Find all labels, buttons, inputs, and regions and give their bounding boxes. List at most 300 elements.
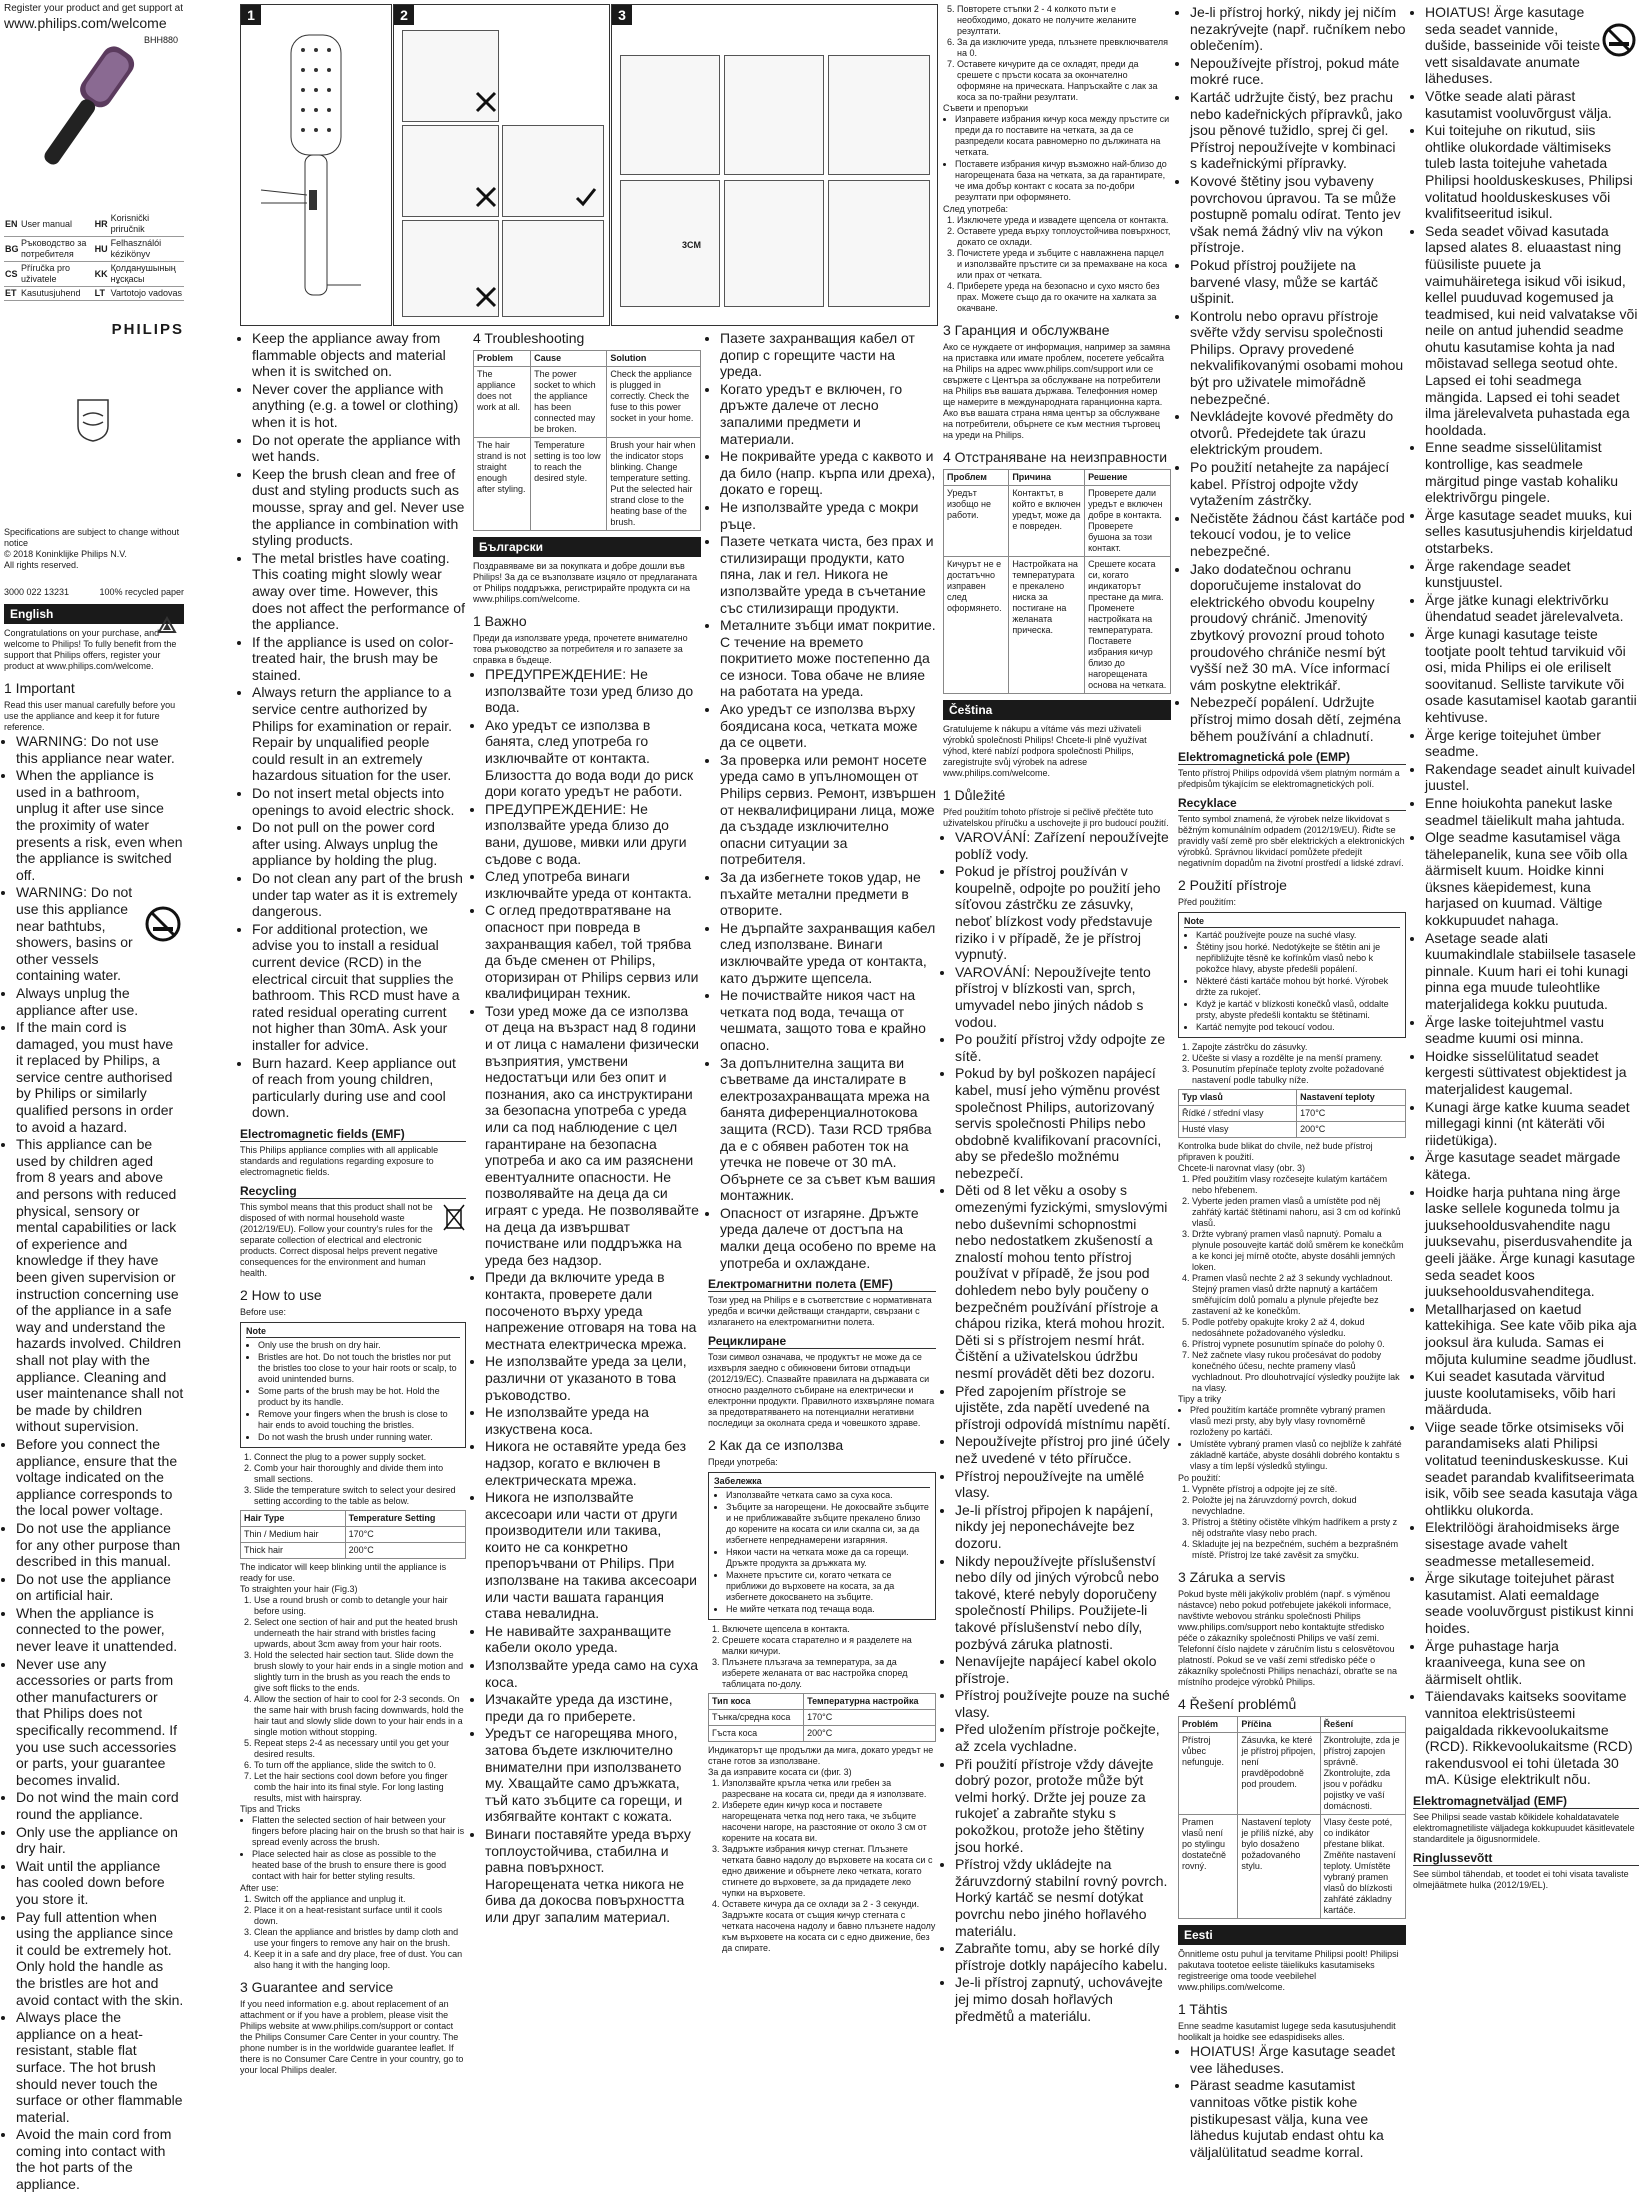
list-item: • Do not wind the main cord round the appliance.	[16, 1789, 184, 1822]
en-recycling-title: Recycling	[240, 1184, 466, 1199]
bg-after-title: След употреба:	[943, 204, 1008, 214]
en-section-how-to-use: 2 How to use	[240, 1286, 322, 1303]
list-item: • Ärge kerige toitejuhet ümber seadme.	[1425, 727, 1639, 760]
bg-emf-title: Електромагнитни полета (EMF)	[708, 1277, 936, 1292]
en-emf-text: This Philips appliance complies with all applicable standards and regulations regarding exposure to electromagnetic fields.	[240, 1144, 439, 1177]
list-item: 3. Slide the temperature switch to select your desired setting according to the table as below.	[254, 1485, 466, 1507]
list-item: • Уредът се нагорещява много, затова бъдете изключително внимателни при използването му. Хващайте само дръжката, тъй като зъбците са горещи, и избягвайте контакт с кожата.	[485, 1725, 701, 1825]
en-guarantee-text: If you need information e.g. about replacement of an attachment or if you have a problem, please visit the Philips website at www.philips.com/support or contact the Philips Consumer Care Center in your country. The phone number is in the worldwide guarantee leaflet. If there is no Consumer Care Centre in your country, go to your local Philips dealer.	[240, 1998, 464, 2075]
list-item: • Този уред може да се използва от деца на възраст над 8 години и от лица с намалени физически възприятия, умствени недостатъци или без опит и познания, ако са инструктирани за безопасна употреба с уреда или са под наблюдение с цел гарантиране на безопасна употреба и ако са им разяснени евентуалните опасности. Не позволявайте на деца да си играят с уреда. Не позволявайте на деца да извършват почистване или поддръжка на уреда без надзор.	[485, 1003, 701, 1269]
cs-important-list	[943, 829, 1171, 2024]
list-item: • Някои части на четката може да са горещи. Дръжте продукта за дръжката му.	[726, 1547, 930, 1569]
list-item: • Enne seadme sisselülitamist kontrollige, kas seadmele märgitud pinge vastab kohaliku elektrivõrgu pingele.	[1425, 439, 1639, 505]
list-item: • WARNING: Do not use this appliance near bathtubs, showers, basins or other vessels containing water.	[16, 884, 184, 984]
list-item: • Изчакайте уреда да изстине, преди да го приберете.	[485, 1691, 701, 1724]
list-item: • Některé části kartáče mohou být horké. Výrobek držte za rukojeť.	[1196, 976, 1400, 998]
list-item: 6. Přístroj vypnete posunutím spínače do polohy 0.	[1192, 1339, 1406, 1350]
philips-shield-icon	[76, 398, 110, 442]
list-item: • Kui toitejuhe on rikutud, siis ohtlike olukordade vältimiseks tuleb lasta toitejuhe vahetada Philipsi hoolduskeskuses, Philipsi volitatud hoolduskeskuses või kvalifitseeritud isikul.	[1425, 122, 1639, 222]
cs-recycling-text: Tento symbol znamená, že výrobek nelze likvidovat s běžným komunálním odpadem (2012/19/EU). Řiďte se pravidly vaší země pro sběr elektrických a elektronických výrobků. Správnou likvidací pomůžete předejít negativním dopadům na životní prostředí a lidské zdraví.	[1178, 814, 1405, 869]
list-item: • Изправете избрания кичур коса между пръстите си преди да го поставите на четката, за да се разпредели косата равномерно по дължината на четката.	[955, 114, 1171, 158]
language-list: EN User manual HR Korisnički priručnik BG Ръководство за потребителя HU Felhasználói kézikönyv CS Příručka pro uživatele KK Қолданушының нұсқасы ET Kasutusjuhend LT Vartotojo vadovas	[4, 212, 184, 301]
lang-header-english: English	[4, 604, 184, 624]
recycled-paper: 100% recycled paper	[99, 587, 184, 597]
figure-step-1	[620, 55, 720, 175]
column-2	[240, 330, 466, 2075]
list-item: • Nepoužívejte přístroj, pokud máte mokré ruce.	[1190, 55, 1406, 88]
list-item: 2. Comb your hair thoroughly and divide them into small sections.	[254, 1463, 466, 1485]
bg-troubleshooting-table: Проблем Причина Решение Уредът изобщо не работи. Контактът, в който е включен уредът, може да е повреден. Проверете дали уредът е включен добре в контакта. Проверете бушона за този контакт. Кичурът не е достатъчно изправен след оформянето. Настройката на температурата е прекалено ниска за постигане на желаната прическа. Срешете косата си, когато индикаторът престане да мига. Променете настройката на температурата. Поставете избрания кичур близо до нагорещената основа на четката.	[943, 469, 1171, 694]
list-item: • Před použitím kartáče promněte vybraný pramen vlasů mezi prsty, aby byly vlasy rovnoměrně rozloženy po kartáči.	[1190, 1405, 1406, 1438]
cs-after-title: Po použití:	[1178, 1473, 1221, 1484]
cs-emf-title: Elektromagnetická pole (EMP)	[1178, 750, 1406, 765]
list-item: • Не мийте четката под течаща вода.	[726, 1604, 930, 1615]
list-item: 2. Učešte si vlasy a rozdělte je na menší prameny.	[1192, 1053, 1406, 1064]
figure-panel-2	[393, 4, 610, 326]
list-item: • Използвайте четката само за суха коса.	[726, 1490, 930, 1501]
list-item: • Ärge sikutage toitejuhet pärast kasutamist. Alati eemaldage seade vooluvõrgust pistikust kinni hoides.	[1425, 1570, 1639, 1636]
bg-recycling-title: Рециклиране	[708, 1334, 936, 1349]
list-item: • Nepoužívejte přístroj pro jiné účely než uvedené v této příručce.	[955, 1433, 1171, 1466]
list-item: • Burn hazard. Keep appliance out of reach from young children, particularly during use and cool down.	[252, 1055, 466, 1121]
list-item: • Přístroj nepoužívejte na umělé vlasy.	[955, 1468, 1171, 1501]
list-item: • Only use the appliance on dry hair.	[16, 1824, 184, 1857]
list-item: 3. Почистете уреда и зъбците с навлажнена парцел и използвайте пръстите си за премахване на коса или прах от четката.	[957, 248, 1171, 281]
en-important-intro: Read this user manual carefully before you use the appliance and keep it for future reference.	[4, 700, 176, 732]
list-item: • Когато уредът е включен, го дръжте далече от лесно запалими предмети и материали.	[720, 381, 936, 447]
column-1	[4, 0, 184, 2193]
list-item: • Ärge laske toitejuhtmel vastu seadme kuumi osi minna.	[1425, 1014, 1639, 1047]
list-item: 3. Držte vybraný pramen vlasů napnutý. Pomalu a plynule posouvejte kartáč dolů směrem ke konečkům a ke konci jej mírně otočte, abyste dosáhli jemných loken.	[1192, 1229, 1406, 1273]
list-item: • Не дърпайте захранващия кабел след използване. Винаги изключвайте уреда от контакта, като държите щепсела.	[720, 920, 936, 986]
list-item: • Elektrilöögi ärahoidmiseks ärge sisestage avade vahelt seadmesse metallesemeid.	[1425, 1519, 1639, 1569]
list-item: • Rakendage seadet ainult kuivadel juustel.	[1425, 761, 1639, 794]
list-item: 1. Use a round brush or comb to detangle your hair before using.	[254, 1595, 466, 1617]
table-row: The hair strand is not straight enough after styling. Temperature setting is too low to reach the desired style. Brush your hair when the indicator stops blinking. Change temperature setting. Put the selected hair strand close to the heating base of the brush.	[474, 438, 701, 531]
list-item: • След употреба винаги изключвайте уреда от контакта.	[485, 868, 701, 901]
figure-step-2	[724, 55, 824, 175]
list-item: • Olge seadme kasutamisel väga tähelepanelik, kuna see võib olla äärmiselt kuum. Hoidke kinni üksnes käepidemest, kuna harjased on kuumad. Vältige kokkupuudet nahaga.	[1425, 829, 1639, 929]
list-item: • Always unplug the appliance after use.	[16, 985, 184, 1018]
list-item: 7. Оставете кичурите да се охладят, преди да срешете с пръсти косата за окончателно оформяне на прическата. Напръскайте с лак за коса за по-трайни резултати.	[957, 59, 1171, 103]
list-item: 2. Срешете косата старателно и я разделете на малки кичури.	[722, 1635, 936, 1657]
list-item: • Не използвайте уреда на изкуствена коса.	[485, 1404, 701, 1437]
list-item: • Po použití netahejte za napájecí kabel. Přístroj odpojte vždy vytažením zástrčky.	[1190, 459, 1406, 509]
figure-step-4	[620, 180, 720, 307]
list-item: • Some parts of the brush may be hot. Hold the product by its handle.	[258, 1386, 460, 1408]
list-item: • Nečistěte žádnou část kartáče pod tekoucí vodou, je to velice nebezpečné.	[1190, 510, 1406, 560]
table-row: Кичурът не е достатъчно изправен след оформянето. Настройката на температурата е прекалено ниска за постигане на желаната прическа. Срешете косата си, когато индикаторът престане да мига. Променете настройката на температурата. Поставете избрания кичур близо до нагорещената основа на четката.	[944, 557, 1171, 694]
list-item: • HOIATUS! Ärge kasutage seda seadet vannide, dušide, basseinide või teiste vett sisaldavate anumate läheduses.	[1425, 4, 1639, 87]
cs-important-intro: Před použitím tohoto přístroje si pečlivě přečtěte tuto uživatelskou příručku a uschovejte ji pro budoucí použití.	[943, 807, 1169, 828]
list-item: • Не навивайте захранващите кабели около уреда.	[485, 1623, 701, 1656]
list-item: • Hoidke sisselülitatud seadet kergesti süttivatest objektidest ja materjalidest kaugemal.	[1425, 1048, 1639, 1098]
list-item: • Seda seadet võivad kasutada lapsed alates 8. eluaastast ning füüsiliste puuete ja vaimuhäiretega isikud või isikud, kellel puuduvad kogemused ja teadmised, kui neid valvatakse või neile on antud juhendid seadme ohutu kasutamise kohta ja nad mõistavad sellega seotud ohte. Lapsed ei tohi seadmega mängida. Lapsed ei tohi seadet ilma järelevalveta puhastada ega hooldada.	[1425, 223, 1639, 439]
list-item: • Když je kartáč v blízkosti konečků vlasů, oddalte prsty, abyste předešli kontaktu se štětinami.	[1196, 999, 1400, 1021]
list-item: • Kartáč používejte pouze na suché vlasy.	[1196, 930, 1400, 941]
list-item: • Kui seadet kasutada värvitud juuste koolutamiseks, võib hari määrduda.	[1425, 1368, 1639, 1418]
list-item: • Před zapojením přístroje se ujistěte, zda napětí uvedené na přístroji odpovídá místnímu napětí.	[955, 1383, 1171, 1433]
list-item: • Do not clean any part of the brush under tap water as it is extremely dangerous.	[252, 870, 466, 920]
figure-step-5	[724, 180, 824, 307]
figure-number: 1	[241, 5, 261, 25]
cross-icon	[474, 185, 498, 209]
table-row: The appliance does not work at all. The power socket to which the appliance has been connected may be broken. Check the appliance is plugged in correctly. Check the fuse to this power socket in your home.	[474, 367, 701, 438]
cs-straighten-title: Chcete-li narovnat vlasy (obr. 3)	[1178, 1163, 1306, 1174]
cs-note-box	[1178, 912, 1406, 1038]
en-after-title: After use:	[240, 1882, 279, 1893]
list-item: • Place selected hair as close as possible to the heated base of the brush to ensure there is good contact with hair for better styling results.	[252, 1849, 466, 1882]
list-item: 6. За да изключите уреда, плъзнете превключвателя на 0.	[957, 37, 1171, 59]
en-indicator-note: The indicator will keep blinking until the appliance is ready for use.	[240, 1561, 447, 1583]
list-item: • Nikdy nepoužívejte příslušenství nebo díly od jiných výrobců nebo takové, které nebyly doporučeny společností Philips. Použijete-li takové příslušenství nebo díly, pozbývá záruka platnosti.	[955, 1553, 1171, 1653]
recycle-icon	[154, 615, 180, 641]
list-item: 4. Pramen vlasů nechte 2 až 3 sekundy vychladnout. Stejný pramen vlasů držte napnutý a kartáčem směřujícím dolů pomalu a plynule přejeďte bez zastavení až ke konečkům.	[1192, 1273, 1406, 1317]
cs-temperature-table: Typ vlasů Nastavení teploty Řídké / střední vlasy 170°C Husté vlasy 200°C	[1178, 1089, 1406, 1138]
list-item: • Махнете пръстите си, когато четката се приближи до върховете на косата, за да избегнете докосването на зъбците.	[726, 1570, 930, 1603]
list-item: • Пазете четката чиста, без прах и стилизиращи продукти, като пяна, лак и гел. Никога не използвайте уреда в съчетание със стилизиращи продукти.	[720, 533, 936, 616]
bg-emf-text: Този уред на Philips е в съответствие с нормативната уредба и всички действащи стандарти, свързани с излагането на електромагнитни полета.	[708, 1295, 932, 1328]
bg-before-use: Преди употреба:	[708, 1457, 778, 1468]
list-item: • Přístroj vždy ukládejte na žáruvzdorný stabilní rovný povrch. Horký kartáč se nesmí dotýkat povrchu nebo jiného hořlavého materiálu.	[955, 1856, 1171, 1939]
table-row: Pramen vlasů není po stylingu dostatečně rovný. Nastavení teploty je příliš nízké, aby bylo dosaženo požadovaného stylu. Vlasy česte poté, co indikátor přestane blikat. Změňte nastavení teploty. Umístěte vybraný pramen vlasů do blízkosti zahřáté základny kartáče.	[1179, 1815, 1406, 1919]
list-item: • Не покривайте уреда с каквото и да било (напр. кърпа или дреха), докато е горещ.	[720, 448, 936, 498]
list-item: • Do not use the appliance on artificial hair.	[16, 1571, 184, 1604]
bg-important-intro: Преди да използвате уреда, прочетете внимателно това ръководство за потребителя и го запазете за справка в бъдеще.	[473, 633, 688, 665]
list-item: 1. Před použitím vlasy rozčesejte kulatým kartáčem nebo hřebenem.	[1192, 1174, 1406, 1196]
en-note-box	[240, 1322, 466, 1448]
list-item: • Никога не използвайте аксесоари или части от други производители или такива, които не са конкретно препоръчвани от Philips. При използване на такива аксесоари или части вашата гаранция става невалидна.	[485, 1489, 701, 1622]
list-item: • Не почиствайте никоя част на четката под вода, течаща от чешмата, защото това е крайно опасно.	[720, 987, 936, 1053]
figure-number: 3	[612, 5, 632, 25]
list-item: • Kovové štětiny jsou vybaveny povrchovou úpravou. Ta se může postupně pomalu odírat. Tento jev však nemá žádný vliv na výkon přístroje.	[1190, 173, 1406, 256]
list-item: • Je-li přístroj horký, nikdy jej ničím nezakrývejte (např. ručníkem nebo oblečením).	[1190, 4, 1406, 54]
list-item: • Не използвайте уреда с мокри ръце.	[720, 499, 936, 532]
list-item: • Ärge puhastage harja kraaniveega, kuna see on äärmiselt ohtlik.	[1425, 1638, 1639, 1688]
bg-temperature-table: Тип коса Температурна настройка Тънка/средна коса 170°C Гъста коса 200°C	[708, 1693, 936, 1742]
note-title: Note	[246, 1326, 460, 1338]
list-item: • Ärge rakendage seadet kunstjuustel.	[1425, 558, 1639, 591]
list-item: • Before you connect the appliance, ensure that the voltage indicated on the appliance corresponds to the local power voltage.	[16, 1436, 184, 1519]
column-7	[1413, 4, 1639, 2000]
list-item: • Never cover the appliance with anything (e.g. a towel or clothing) when it is hot.	[252, 381, 466, 431]
list-item: • Do not use the appliance for any other purpose than described in this manual.	[16, 1520, 184, 1570]
column-3	[473, 330, 701, 2000]
list-item: 1. Connect the plug to a power supply socket.	[254, 1452, 466, 1463]
bg-section-important: 1 Важно	[473, 613, 527, 629]
et-important-intro: Enne seadme kasutamist lugege seda kasutusjuhendit hoolikalt ja hoidke see edaspidiseks alles.	[1178, 2021, 1396, 2043]
column-6	[1178, 4, 1406, 2160]
table-row: Přístroj vůbec nefunguje. Zásuvka, ke které je přístroj připojen, není pravděpodobně pod proudem. Zkontrolujte, zda je přístroj zapojen správně. Zkontrolujte, zda jsou v pořádku pojistky ve vaší domácnosti.	[1179, 1733, 1406, 1815]
list-item: 4. Оставете кичура да се охлади за 2 - 3 секунди. Задръжте косата от същия кичур стегната с четката насочена надолу и бавно плъзнете надолу към върховете на косата си с едно движение, без да спирате.	[722, 1899, 936, 1954]
list-item: • ПРЕДУПРЕЖДЕНИЕ: Не използвайте уреда близо до вани, душове, мивки или други съдове с вода.	[485, 801, 701, 867]
wheelie-bin-crossed-icon	[442, 1202, 466, 1232]
list-item: • Пазете захранващия кабел от допир с горещите части на уреда.	[720, 330, 936, 380]
figure-number: 2	[394, 5, 414, 25]
list-item: • Винаги поставяйте уреда върху топлоустойчива, стабилна и равна повърхност. Нагорещената четка никога не бива да докосва повърхността или друг запалим материал.	[485, 1826, 701, 1926]
list-item: • Bristles are hot. Do not touch the bristles nor put the bristles too close to your hair roots or scalp, to avoid unintended burns.	[258, 1352, 460, 1385]
list-item: 7. Než začnete vlasy rukou pročesávat do podoby konečného účesu, nechte prameny vlasů vychladnout. Pro dlouhotrvající výsledky použijte lak na vlasy.	[1192, 1350, 1406, 1394]
en-tips-title: Tips and Tricks	[240, 1803, 301, 1814]
en-recycling-text: This symbol means that this product shall not be disposed of with normal household waste (2012/19/EU). Follow your country's rules for the separate collection of electrical and electronic products. Correct disposal helps prevent negative consequences for the environment and human health.	[240, 1201, 438, 1278]
figure-panel-1	[240, 4, 392, 326]
list-item: 1. Използвайте кръгла четка или гребен за разресване на косата си, преди да я използвате.	[722, 1778, 936, 1800]
list-item: 7. Let the hair sections cool down before you finger comb the hair into its final style. For long lasting results, mist with hairspray.	[254, 1771, 466, 1804]
list-item: 1. Изключете уреда и извадете щепсела от контакта.	[957, 215, 1171, 226]
philips-logo: PHILIPS	[111, 321, 184, 338]
list-item: • Nenavíjejte napájecí kabel okolo přístroje.	[955, 1653, 1171, 1686]
bg-important-list	[473, 666, 701, 1926]
et-section-important: 1 Tähtis	[1178, 2001, 1228, 2018]
list-item: • Flatten the selected section of hair between your fingers before placing hair on the brush so that hair is spread evenly across the brush.	[252, 1815, 466, 1848]
et-recycling-title: Ringlussevõtt	[1413, 1851, 1639, 1866]
bg-recycling-text: Този символ означава, че продуктът не може да се изхвърля заедно с обикновени битови отпадъци (2012/19/ЕС). Спазвайте правилата на държавата си относно разделното събиране на електрически и електронни продукти. Правилното изхвърляне помага за предотвратяването на потенциални негативни последици за околната среда и човешкото здраве.	[708, 1352, 935, 1429]
list-item: • Hoidke harja puhtana ning ärge laske sellele koguneda tolmu ja juuksehooldusvahendite nagu juuksevahu, piserdusvahendite ja geeli jääke. Ärge kunagi kasutage seda seadet koos juuksehooldusvahenditega.	[1425, 1184, 1639, 1300]
cs-before-use: Před použitím:	[1178, 897, 1237, 908]
table-row: Уредът изобщо не работи. Контактът, в който е включен уредът, може да е повреден. Проверете дали уредът е включен добре в контакта. Проверете бушона за този контакт.	[944, 486, 1171, 557]
list-item: • За да избегнете токов удар, не пъхайте метални предмети в отворите.	[720, 869, 936, 919]
cs-section-guarantee: 3 Záruka a servis	[1178, 1569, 1286, 1586]
cs-troubleshooting-table: Problém Příčina Řešení Přístroj vůbec nefunguje. Zásuvka, ke které je přístroj připojen, není pravděpodobně pod proudem. Zkontrolujte, zda je přístroj zapojen správně. Zkontrolujte, zda jsou v pořádku pojistky ve vaší domácnosti. Pramen vlasů není po stylingu dostatečně rovný. Nastavení teploty je příliš nízké, aby bylo dosaženo požadovaného stylu. Vlasy česte poté, co indikátor přestane blikat. Změňte nastavení teploty. Umístěte vybraný pramen vlasů do blízkosti zahřáté základny kartáče.	[1178, 1716, 1406, 1919]
list-item: • Remove your fingers when the brush is close to hair ends to avoid touching the bristles.	[258, 1409, 460, 1431]
brush-product-image	[24, 42, 134, 192]
list-item: 3. Přístroj a štětiny očistěte vlhkým hadříkem a prsty z něj odstraňte vlasy nebo prach.	[1192, 1517, 1406, 1539]
list-item: • The metal bristles have coating. This coating might slowly wear away over time. However, this does not affect the performance of the appliance.	[252, 550, 466, 633]
brush-diagram	[241, 5, 391, 325]
bg-straighten-title: За да изправите косата си (фиг. 3)	[708, 1767, 852, 1778]
note-title: Забележка	[714, 1476, 930, 1488]
et-intro: Õnnitleme ostu puhul ja tervitame Philipsi poolt! Philipsi pakutava tootetoe eeliste täielikuks kasutamiseks registreerige oma toode veebilehel www.philips.com/welcome.	[1178, 1949, 1399, 1993]
list-item: • Přístroj používejte pouze na suché vlasy.	[955, 1687, 1171, 1720]
lang-header-bulgarian: Български	[473, 537, 701, 557]
list-item: • Do not wash the brush under running water.	[258, 1432, 460, 1443]
en-steps	[240, 1452, 466, 1507]
bg-tips-title: Съвети и препоръки	[943, 103, 1029, 113]
list-item: • Wait until the appliance has cooled down before you store it.	[16, 1858, 184, 1908]
cross-icon	[474, 285, 498, 309]
list-item: • Преди да включите уреда в контакта, проверете дали посоченото върху уреда напрежение отговаря на това на местната електрическа мрежа.	[485, 1269, 701, 1352]
et-emf-title: Elektromagnetväljad (EMF)	[1413, 1794, 1639, 1809]
cs-tips-title: Tipy a triky	[1178, 1394, 1222, 1405]
list-item: • Pokud je přístroj používán v koupelně, odpojte po použití jeho síťovou zástrčku ze zásuvky, neboť blízkost vody představuje riziko i v případě, že je přístroj vypnutý.	[955, 863, 1171, 963]
list-item: • Always place the appliance on a heat-resistant, stable flat surface. The hot brush should never touch the surface or other flammable material.	[16, 2009, 184, 2125]
list-item: 1. Vypněte přístroj a odpojte jej ze sítě.	[1192, 1484, 1406, 1495]
note-title: Note	[1184, 916, 1400, 928]
en-temperature-table: Hair Type Temperature Setting Thin / Medium hair 170°C Thick hair 200°C	[240, 1510, 466, 1559]
et-emf-text: See Philipsi seade vastab kõikidele kohaldatavatele elektromagnetiliste väljadega kokkupuudet käsitlevatele standarditele ja õigusnormidele.	[1413, 1811, 1635, 1844]
list-item: • If the main cord is damaged, you must have it replaced by Philips, a service centre authorised by Philips or similarly qualified persons in order to avoid a hazard.	[16, 1019, 184, 1135]
list-item: 2. Оставете уреда върху топлоустойчива повърхност, докато се охлади.	[957, 226, 1171, 248]
list-item: • For additional protection, we advise you to install a residual current device (RCD) in the electrical circuit that supplies the bathroom. This RCD must have a rated residual operating current not higher than 30mA. Ask your installer for advice.	[252, 921, 466, 1054]
list-item: 3. Задръжте избрания кичур стегнат. Плъзнете четката бавно надолу до върховете на косата си с едно движение и обърнете леко четката, когато стигнете до върховете, за да придадете леко чупки на върховете.	[722, 1844, 936, 1899]
en-before-use: Before use:	[240, 1306, 287, 1317]
list-item: • Umístěte vybraný pramen vlasů co nejblíže k zahřáté základně kartáče, abyste dosáhli dobrého kontaktu s vlasy a tím lepší výsledků stylingu.	[1190, 1439, 1406, 1472]
bg-steps-cont	[943, 4, 1171, 103]
cs-emf-text: Tento přístroj Philips odpovídá všem platným normám a předpisům týkajícím se elektromagnetických polí.	[1178, 768, 1400, 790]
list-item: 5. Повторете стъпки 2 - 4 колкото пъти е необходимо, докато не получите желаните резултати.	[957, 4, 1171, 37]
en-section-troubleshooting: 4 Troubleshooting	[473, 330, 585, 346]
list-item: • Avoid the main cord from coming into contact with the hot parts of the appliance.	[16, 2126, 184, 2192]
column-4	[708, 330, 936, 2000]
doc-code: 3000 022 13231	[4, 587, 70, 597]
list-item: • Металните зъбци имат покритие. С течение на времето покритието може постепенно да се износи. Това обаче не влияе на работата на уреда.	[720, 617, 936, 700]
list-item: • Před uložením přístroje počkejte, až zcela vychladne.	[955, 1721, 1171, 1754]
list-item: • Nevkládejte kovové předměty do otvorů. Předejdete tak úrazu elektrickým proudem.	[1190, 408, 1406, 458]
bg-note-box	[708, 1472, 936, 1620]
en-section-important: 1 Important	[4, 680, 75, 696]
list-item: • Kartáč udržujte čistý, bez prachu nebo kadeřnických přípravků, jako jsou pěnové tužidlo, sprej či gel. Přístroj nepoužívejte v kombinaci s kadeřnickými přípravky.	[1190, 89, 1406, 172]
list-item: • С оглед предотвратяване на опасност при повреда в захранващия кабел, той трябва да бъде сменен от Philips, оторизиран от Philips сервиз или квалифициран техник.	[485, 902, 701, 1002]
list-item: • Děti od 8 let věku a osoby s omezenými fyzickými, smyslovými nebo duševními schopnostmi nebo nedostatkem zkušeností a znalostí mohou tento přístroj používat v případě, že jsou pod dohledem nebo byly poučeny o bezpečném používání přístroje a chápou rizika, která mohou hrozit. Děti si s přístrojem nesmí hrát. Čištění a uživatelskou údržbu nesmí provádět děti bez dozoru.	[955, 1182, 1171, 1381]
list-item: 1. Включете щепсела в контакта.	[722, 1624, 936, 1635]
list-item: • Pokud přístroj použijete na barvené vlasy, může se kartáč ušpinit.	[1190, 257, 1406, 307]
welcome-url[interactable]: www.philips.com/welcome	[4, 15, 167, 31]
list-item: • When the appliance is connected to the power, never leave it unattended.	[16, 1605, 184, 1655]
list-item: 4. Приберете уреда на безопасно и сухо място без прах. Можете също да го окачите на халката за окачване.	[957, 281, 1171, 314]
list-item: • Viige seade tõrke otsimiseks või parandamiseks alati Philipsi volitatud teeninduskeskusse. Kui seadet parandab kvalifitseerimata isik, võib see seada kasutaja väga ohtlikku olukorda.	[1425, 1419, 1639, 1519]
bg-section-guarantee: 3 Гаранция и обслужване	[943, 322, 1110, 338]
list-item: • Do not operate the appliance with wet hands.	[252, 432, 466, 465]
list-item: • Kartáč nemyjte pod tekoucí vodou.	[1196, 1022, 1400, 1033]
list-item: • Je-li přístroj připojen k napájení, nikdy jej neponechávejte bez dozoru.	[955, 1502, 1171, 1552]
list-item: • Po použití přístroj vždy odpojte ze sítě.	[955, 1031, 1171, 1064]
list-item: • Nebezpečí popálení. Udržujte přístroj mimo dosah dětí, zejména během používání a chladnutí.	[1190, 694, 1406, 744]
list-item: 4. Allow the section of hair to cool for 2-3 seconds. On the same hair with brush facing downwards, hold the hair taut and slowly slide down to your hair ends in a single motion without stopping.	[254, 1694, 466, 1738]
et-important-list-cont	[1413, 4, 1639, 1788]
list-item: • Kunagi ärge katke kuuma seadet millegagi kinni (nt käteräti või riidetükiga).	[1425, 1099, 1639, 1149]
list-item: 2. Položte jej na žáruvzdorný povrch, dokud nevychladne.	[1192, 1495, 1406, 1517]
list-item: 1. Switch off the appliance and unplug it.	[254, 1894, 466, 1905]
en-important-list	[4, 733, 184, 2193]
list-item: • Използвайте уреда само на суха коса.	[485, 1657, 701, 1690]
cs-guarantee-text: Pokud byste měli jakýkoliv problém (např. s výměnou nástavce) nebo pokud potřebujete jakékoli informace, navštivte webovou stránku společnosti Philips www.philips.com/support nebo kontaktujte středisko péče o zákazníky společnosti Philips ve vaší zemi. Telefonní číslo najdete v záručním listu s celosvětovou platností. Pokud se ve vaší zemi středisko péče o zákazníky společnosti Philips nenachází, obraťte se na místního prodejce výrobků Philips.	[1178, 1589, 1398, 1688]
figure-panel-3	[611, 4, 938, 326]
list-item: • Do not pull on the power cord after using. Always unplug the appliance by holding the plug.	[252, 819, 466, 869]
list-item: • Pärast seadme kasutamist vannitoas võtke pistik kohe pistikupesast välja, kuna vee lähedus kujutab endast ohtu ka väljalülitatud seadme korral.	[1190, 2077, 1406, 2160]
list-item: • Опасност от изгаряне. Дръжте уреда далече от достъпа на малки деца особено по време на употреба и охлаждане.	[720, 1205, 936, 1271]
figure-step-6	[828, 180, 930, 307]
list-item: • Enne hoiukohta panekut laske seadmel täielikult maha jahtuda.	[1425, 795, 1639, 828]
cs-recycling-title: Recyklace	[1178, 796, 1406, 811]
list-item: • Štětiny jsou horké. Nedotýkejte se štětin ani je nepřibližujte těsně ke kořínkům vlasů nebo k pokožce hlavy, abyste předešli popálení.	[1196, 942, 1400, 975]
list-item: 4. Keep it in a safe and dry place, free of dust. You can also hang it with the hanging loop.	[254, 1949, 466, 1971]
list-item: • WARNING: Do not use this appliance near water.	[16, 733, 184, 766]
en-important-list-cont	[240, 330, 466, 1121]
list-item: 2. Place it on a heat-resistant surface until it cools down.	[254, 1905, 466, 1927]
list-item: • Зъбците за нагорещени. Не докосвайте зъбците и не приближавайте зъбците прекалено близо до корените на косата си или скалпа си, за да избегнете непреднамерени изгаряния.	[726, 1502, 930, 1546]
bg-section-troubleshooting: 4 Отстраняване на неизправности	[943, 449, 1168, 465]
list-item: • VAROVÁNÍ: Zařízení nepoužívejte poblíž vody.	[955, 829, 1171, 862]
list-item: 2. Vyberte jeden pramen vlasů a umístěte pod něj zahřátý kartáč štětinami nahoru, asi 3 cm od kořínků vlasů.	[1192, 1196, 1406, 1229]
list-item: • Ако уредът се използва върху боядисана коса, четката може да се оцвети.	[720, 701, 936, 751]
list-item: • Jako dodatečnou ochranu doporučujeme instalovat do elektrického obvodu koupelny proudový chránič. Jmenovitý zbytkový provozní proud tohoto proudového chrániče nesmí být vyšší než 30 mA. Více informací vám poskytne elektrikář.	[1190, 561, 1406, 694]
list-item: • Ärge kasutage seadet muuks, kui selles kasutusjuhendis kirjeldatud otstarbeks.	[1425, 507, 1639, 557]
list-item: • Ärge kunagi kasutage teiste tootjate poolt tehtud tarvikuid või osi, mida Philips ei ole eriliselt soovitanud. Selliste tarvikute või osade kasutamisel kaotab garantii kehtivuse.	[1425, 626, 1639, 726]
figure-step-5	[502, 220, 604, 317]
distance-label: 3CM	[682, 240, 702, 250]
list-item: 3. Плъзнете плъзгача за температура, за да изберете желаната от вас настройка според таблицата по-долу.	[722, 1657, 936, 1690]
list-item: 3. Hold the selected hair section taut. Slide down the brush slowly to your hair ends in a single motion and slightly turn in the brush as you reach the ends to give soft flicks to the ends.	[254, 1650, 466, 1694]
list-item: 1. Zapojte zástrčku do zásuvky.	[1192, 1042, 1406, 1053]
list-item: • Keep the appliance away from flammable objects and material when it is switched on.	[252, 330, 466, 380]
list-item: 6. To turn off the appliance, slide the switch to 0.	[254, 1760, 466, 1771]
rights: All rights reserved.	[4, 560, 79, 570]
no-bath-warning-icon	[144, 905, 182, 943]
list-item: • Do not insert metal objects into openings to avoid electric shock.	[252, 785, 466, 818]
model-number: BHH880	[143, 35, 178, 45]
list-item: • За проверка или ремонт носете уреда само в упълномощен от Philips сервиз. Ремонт, извършен от неквалифицирани лица, може да създаде изключително опасни ситуации за потребителя.	[720, 752, 936, 868]
list-item: • Metallharjased on kaetud kattekihiga. See kate võib pika aja jooksul ära kuluda. Samas ei mõjuta kulumine seadme jõudlust.	[1425, 1301, 1639, 1367]
list-item: • If the appliance is used on color-treated hair, the brush may be stained.	[252, 634, 466, 684]
cs-indicator-note: Kontrolka bude blikat do chvíle, než bude přístroj připraven k použití.	[1178, 1141, 1373, 1163]
list-item: • ПРЕДУПРЕЖДЕНИЕ: Не използвайте този уред близо до вода.	[485, 666, 701, 716]
list-item: • Asetage seade alati kuumakindlale stabiilsele tasasele pinnale. Kuum hari ei tohi kunagi pinna ega muude tuleohtlike materjalidega kokku puutuda.	[1425, 930, 1639, 1013]
list-item: • Pokud by byl poškozen napájecí kabel, musí jeho výměnu provést společnost Philips, autorizovaný servis společnosti Philips nebo obdobně kvalifikovaní pracovníci, aby se předešlo možnému nebezpečí.	[955, 1065, 1171, 1181]
cs-section-how-to-use: 2 Použití přístroje	[1178, 877, 1287, 894]
cs-intro: Gratulujeme k nákupu a vítáme vás mezi uživateli výrobků společnosti Philips! Chcete-li plně využívat výhod, které nabízí podpora společnosti Philips, zaregistrujte svůj výrobek na adrese www.philips.com/welcome.	[943, 724, 1147, 778]
en-emf-title: Electromagnetic fields (EMF)	[240, 1127, 466, 1142]
en-straighten-steps	[240, 1595, 466, 1804]
list-item: • Поставете избрания кичур възможно най-близо до нагорещената база на четката, за да гарантирате, че има добър контакт с косата за по-добри резултати при оформянето.	[955, 159, 1171, 203]
cs-section-troubleshooting: 4 Řešení problémů	[1178, 1696, 1297, 1713]
list-item: • Ärge kasutage seadet märgade kätega.	[1425, 1149, 1639, 1182]
cs-important-list-cont	[1178, 4, 1406, 744]
list-item: • Ärge jätke kunagi elektrivõrku ühendatud seadet järelevalveta.	[1425, 592, 1639, 625]
list-item: • HOIATUS! Ärge kasutage seadet vee läheduses.	[1190, 2043, 1406, 2076]
cs-section-important: 1 Důležité	[943, 787, 1006, 803]
lang-header-czech: Čeština	[943, 700, 1171, 720]
list-item: • Zabraňte tomu, aby se horké díly přístroje dotkly napájecího kabelu.	[955, 1940, 1171, 1973]
bg-indicator-note: Индикаторът ще продължи да мига, докато уредът не стане готов за използване.	[708, 1745, 934, 1767]
list-item: • Je-li přístroj zapnutý, uchovávejte jej mimo dosah hořlavých předmětů a materiálu.	[955, 1974, 1171, 2024]
copyright: © 2018 Koninklijke Philips N.V.	[4, 549, 127, 559]
en-straighten-title: To straighten your hair (Fig.3)	[240, 1583, 358, 1594]
list-item: • Не използвайте уреда за цели, различни от указаното в това ръководство.	[485, 1353, 701, 1403]
et-recycling-text: See sümbol tähendab, et toodet ei tohi visata tavaliste olmejäätmete hulka (2012/19/EL).	[1413, 1868, 1629, 1890]
list-item: • Never use any accessories or parts from other manufacturers or that Philips does not specifically recommend. If you use such accessories or parts, your guarantee becomes invalid.	[16, 1656, 184, 1789]
en-section-guarantee: 3 Guarantee and service	[240, 1978, 394, 1995]
list-item: • Pay full attention when using the appliance since it could be extremely hot. Only hold the handle as the bristles are hot and avoid contact with the skin.	[16, 1909, 184, 2009]
figure-step-3	[828, 55, 930, 175]
specs-notice: Specifications are subject to change without notice	[4, 527, 180, 548]
list-item: 3. Posunutím přepínače teploty zvolte požadované nastavení podle tabulky níže.	[1192, 1064, 1406, 1086]
list-item: 2. Select one section of hair and put the heated brush underneath the hair strand with bristles facing upwards, about 3cm away from your hair roots.	[254, 1617, 466, 1650]
list-item: • Täiendavaks kaitseks soovitame vannitoa elektrisüsteemi paigaldada rikkevoolukaitsme (RCD). Rikkevoolukaitsme (RCD) rakendusvool ei tohi ületada 30 mA. Küsige elektrikult nõu.	[1425, 1688, 1639, 1788]
list-item: • Při použití přístroje vždy dávejte dobrý pozor, protože může být velmi horký. Držte jej pouze za rukojeť a zabraňte styku s pokožkou, protože jeho štětiny jsou horké.	[955, 1756, 1171, 1856]
bg-guarantee-text: Ако се нуждаете от информация, например за замяна на приставка или имате проблем, посетете уебсайта на Philips на адрес www.philips.com/support или се свържете с Центъра за обслужване на потребители на Philips във вашата държава. Телефонния номер ще намерите в международната гаранционна карта. Ако във вашата страна няма център за обслужване на потребители, обърнете се към местния търговец на уреди на Philips.	[943, 342, 1171, 440]
column-5	[943, 4, 1171, 2024]
list-item: • This appliance can be used by children aged from 8 years and above and persons with reduced physical, sensory or mental capabilities or lack of experience and knowledge if they have been given supervision or instruction concerning use of the appliance in a safe way and understand the hazards involved. Children shall not play with the appliance. Cleaning and user maintenance shall not be made by children without supervision.	[16, 1136, 184, 1435]
list-item: • Võtke seade alati pärast kasutamist vooluvõrgust välja.	[1425, 88, 1639, 121]
list-item: • Никога не оставяйте уреда без надзор, когато е включен в електрическата мрежа.	[485, 1438, 701, 1488]
lang-header-estonian: Eesti	[1178, 1925, 1406, 1945]
list-item: 5. Podle potřeby opakujte kroky 2 až 4, dokud nedosáhnete požadovaného výsledku.	[1192, 1317, 1406, 1339]
list-item: • Keep the brush clean and free of dust and styling products such as mousse, spray and gel. Never use the appliance in combination with styling products.	[252, 466, 466, 549]
list-item: • Kontrolu nebo opravu přístroje svěřte vždy servisu společnosti Philips. Opravy provedené nekvalifikovanými osobami mohou být pro uživatele mimořádně nebezpečné.	[1190, 308, 1406, 408]
list-item: • VAROVÁNÍ: Nepoužívejte tento přístroj v blízkosti van, sprch, umyvadel nebo jiných nádob s vodou.	[955, 964, 1171, 1030]
list-item: 2. Изберете един кичур коса и поставете нагорещената четка под него така, че зъбците насочени нагоре, на разстояние от около 3 см от корените на косата ви.	[722, 1800, 936, 1844]
list-item: 4. Skladujte jej na bezpečném, suchém a bezprašném místě. Přístroj lze také zavěsit za smyčku.	[1192, 1539, 1406, 1561]
list-item: • Always return the appliance to a service centre authorized by Philips for examination or repair. Repair by unqualified people could result in an extremely hazardous situation for the user.	[252, 684, 466, 784]
bg-intro: Поздравяваме ви за покупката и добре дошли във Philips! За да се възползвате изцяло от предлаганата от Philips поддръжка, регистрирайте продукта си на www.philips.com/welcome.	[473, 561, 698, 604]
en-troubleshooting-table: Problem Cause Solution The appliance does not work at all. The power socket to which the appliance has been connected may be broken. Check the appliance is plugged in correctly. Check the fuse to this power socket in your home. The hair strand is not straight enough after styling. Temperature setting is too low to reach the desired style. Brush your hair when the indicator stops blinking. Change temperature setting. Put the selected hair strand close to the heating base of the brush.	[473, 350, 701, 531]
no-bath-warning-icon	[1601, 22, 1637, 58]
list-item: • When the appliance is used in a bathroom, unplug it after use since the proximity of water presents a risk, even when the appliance is switched off.	[16, 767, 184, 883]
list-item: • Ако уредът се използва в банята, след употреба го изключвайте от контакта. Близостта до вода води до риск дори когато уредът не работи.	[485, 717, 701, 800]
list-item: • Only use the brush on dry hair.	[258, 1340, 460, 1351]
register-text: Register your product and get support at	[4, 3, 183, 14]
check-icon	[574, 185, 598, 209]
